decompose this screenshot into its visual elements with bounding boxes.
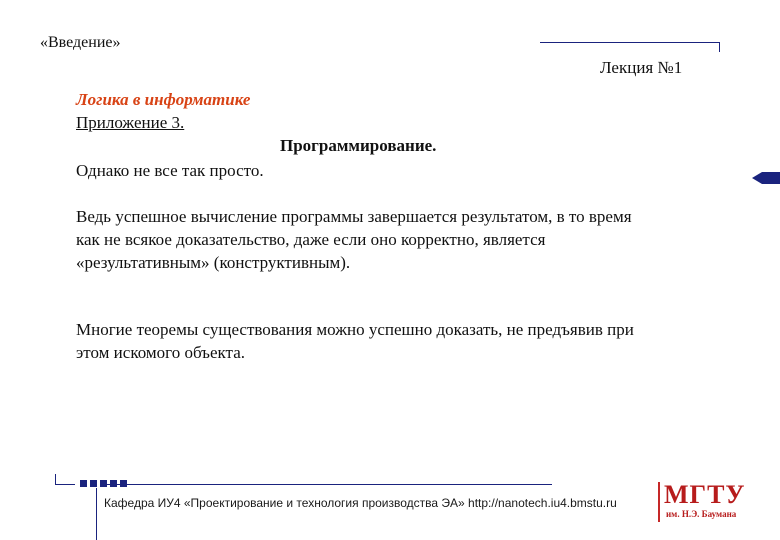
- mgtu-logo: МГТУ: [664, 480, 746, 509]
- subject-title: Логика в информатике: [76, 90, 251, 109]
- logo-divider: [658, 482, 660, 522]
- top-divider: [540, 42, 720, 43]
- slide-heading: Программирование.: [280, 136, 437, 155]
- paragraph-3: Многие теоремы существования можно успешно доказать, не предъявив при этом искомого объекта.: [76, 320, 634, 362]
- footer-dots-decoration: [80, 474, 130, 492]
- paragraph-1: Однако не все так просто.: [76, 161, 264, 180]
- dot: [80, 480, 87, 487]
- footer-corner-vertical: [55, 474, 56, 484]
- lecture-number: Лекция №1: [600, 58, 683, 77]
- footer-department: Кафедра ИУ4 «Проектирование и технология производства ЭА» http://nanotech.iu4.bmstu.ru: [104, 496, 617, 510]
- slide-marker-bar: [762, 172, 780, 184]
- appendix-label: Приложение 3.: [76, 113, 185, 132]
- dot: [90, 480, 97, 487]
- section-title: «Введение»: [40, 34, 121, 51]
- top-divider-tick: [719, 42, 720, 52]
- slide-marker-arrow: [752, 172, 762, 184]
- mgtu-logo-subtitle: им. Н.Э. Баумана: [666, 509, 737, 519]
- footer-divider: [100, 484, 552, 485]
- paragraph-2: Ведь успешное вычисление программы завершается результатом, в то время как не всякое доказательство, даже если оно корректно, является «результативным» (конструктивным).: [76, 207, 632, 272]
- footer-corner-horizontal: [55, 484, 75, 485]
- footer-vertical-line: [96, 488, 97, 540]
